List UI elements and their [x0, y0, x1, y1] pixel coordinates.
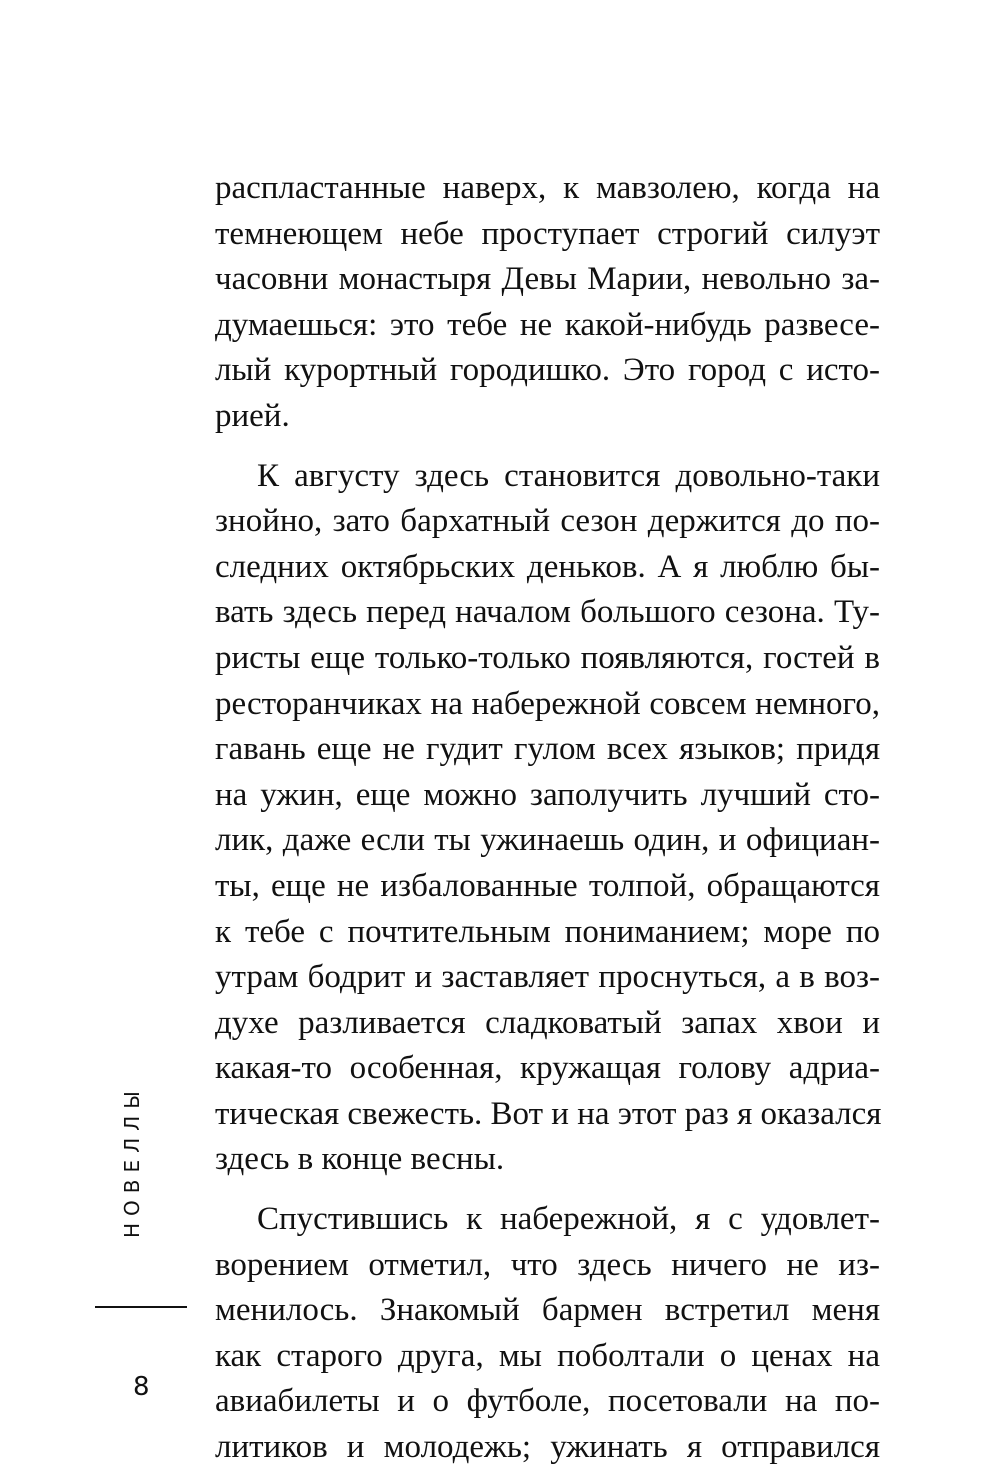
text-line: вать здесь перед началом большого сезона. Ту-	[215, 594, 880, 631]
text-line: ты, еще не избалованные толпой, обращаются	[215, 867, 880, 904]
text-line: К августу здесь становится довольно-таки	[257, 457, 880, 494]
text-line: ресторанчиках на набережной совсем немного,	[215, 685, 880, 722]
paragraph	[215, 454, 880, 1184]
text-line: рией.	[215, 397, 290, 434]
text-line: литиков и молодежь; ужинать я отправился	[215, 1429, 880, 1466]
text-line: духе разливается сладковатый запах хвои и	[215, 1004, 880, 1041]
text-line: Спустившись к набережной, я с удовлет-	[257, 1201, 880, 1238]
paragraph-gap	[215, 1183, 880, 1197]
page-number: 8	[133, 1372, 150, 1402]
text-line: лик, даже если ты ужинаешь один, и официан-	[215, 822, 880, 859]
text-line: тическая свежесть. Вот и на этот раз я оказался	[215, 1095, 882, 1132]
text-line: ворением отметил, что здесь ничего не из-	[215, 1246, 880, 1283]
text-line: авиабилеты и о футболе, посетовали на по-	[215, 1383, 880, 1420]
paragraph-gap	[215, 440, 880, 454]
running-head: НОВЕЛЛЫ	[120, 1084, 144, 1238]
text-line: менилось. Знакомый бармен встретил меня	[215, 1292, 880, 1329]
text-line: следних октябрьских деньков. А я люблю бы-	[215, 548, 880, 585]
text-line: здесь в конце весны.	[215, 1141, 505, 1178]
text-line: темнеющем небе проступает строгий силуэт	[215, 215, 880, 252]
text-line: гавань еще не гудит гулом всех языков; придя	[215, 731, 880, 768]
text-line: лый курортный городишко. Это город с исто-	[215, 352, 880, 389]
text-line: знойно, зато бархатный сезон держится до по-	[215, 503, 880, 540]
body-text	[215, 166, 880, 1471]
footer-rule	[95, 1306, 187, 1308]
text-line: ристы еще только-только появляются, гостей в	[215, 639, 880, 676]
paragraph	[215, 1197, 880, 1471]
paragraph	[215, 166, 880, 440]
text-line: думаешься: это тебе не какой-нибудь развесе-	[215, 306, 880, 343]
text-line: какая-то особенная, кружащая голову адриа-	[215, 1050, 880, 1087]
text-line: распластанные наверх, к мавзолею, когда на	[215, 170, 880, 206]
text-line: на ужин, еще можно заполучить лучший сто-	[215, 776, 880, 813]
text-line: часовни монастыря Девы Марии, невольно за-	[215, 261, 880, 298]
text-line: как старого друга, мы поболтали о ценах на	[215, 1337, 880, 1374]
text-line: к тебе с почтительным пониманием; море по	[215, 913, 880, 950]
text-line: утрам бодрит и заставляет проснуться, а в воз-	[215, 959, 880, 996]
